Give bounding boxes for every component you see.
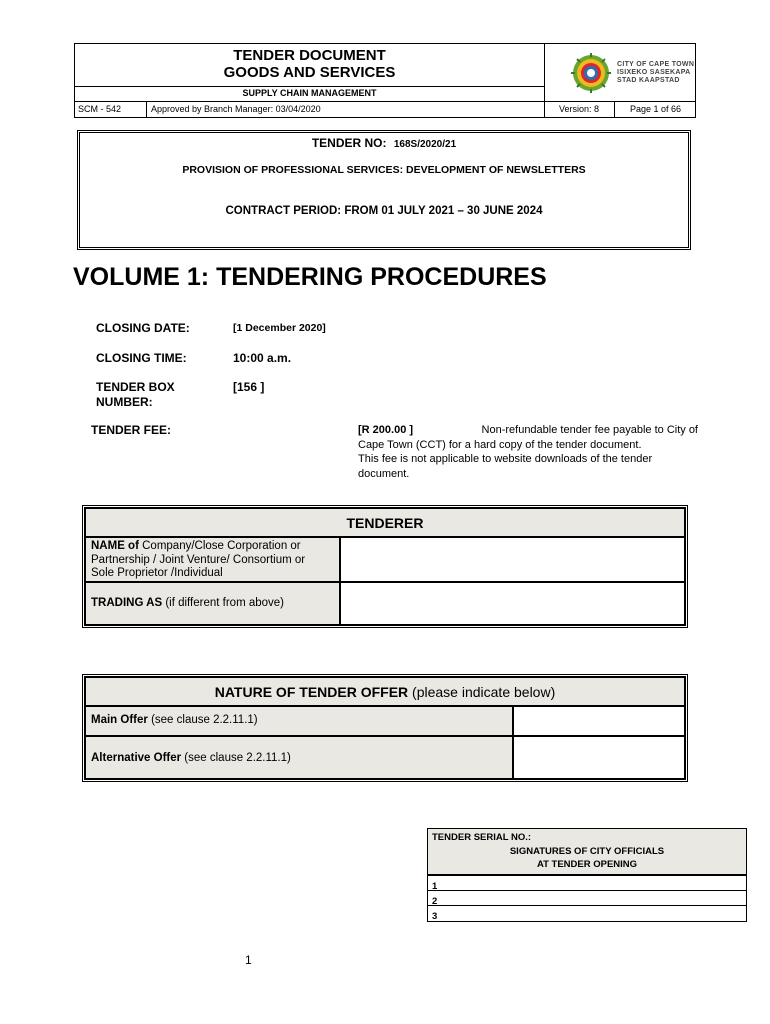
tenderer-name-label xyxy=(86,538,339,583)
closing-time-value: 10:00 a.m. xyxy=(233,351,292,365)
version-text: Version: 8 xyxy=(558,104,600,114)
tender-box-label-1: TENDER BOX xyxy=(96,380,175,394)
tender-number-line xyxy=(77,136,691,150)
tender-box-label-2: NUMBER: xyxy=(96,395,153,409)
signatures-line-1: SIGNATURES OF CITY OFFICIALS xyxy=(509,846,665,857)
page-count-text: Page 1 of 66 xyxy=(629,104,682,114)
alternative-offer-label xyxy=(86,737,512,764)
approval-text: Approved by Branch Manager: 03/04/2020 xyxy=(151,104,321,114)
logo-text-3: STAD KAAPSTAD xyxy=(617,77,680,84)
nature-heading-bold: NATURE OF TENDER OFFER xyxy=(214,684,409,700)
main-offer-label-cell xyxy=(85,706,513,736)
closing-time-label: CLOSING TIME: xyxy=(96,351,187,365)
header-title-line2: GOODS AND SERVICES xyxy=(223,64,396,81)
main-offer-checkbox[interactable] xyxy=(513,706,685,736)
header-title-line1: TENDER DOCUMENT xyxy=(233,47,386,64)
tender-fee-label: TENDER FEE: xyxy=(91,423,172,437)
tender-box-value: [156 ] xyxy=(233,380,265,394)
alternative-offer-rest: (see clause 2.2.11.1) xyxy=(181,752,291,764)
tender-description: PROVISION OF PROFESSIONAL SERVICES: DEVELOPMENT OF NEWSLETTERS xyxy=(182,164,586,176)
alternative-offer-bold: Alternative Offer xyxy=(91,752,182,764)
tenderer-name-line-3: Sole Proprietor /Individual xyxy=(91,567,223,579)
tenderer-name-rest-1: Company/Close Corporation or xyxy=(138,540,301,552)
tender-fee-desc-1: Non-refundable tender fee payable to City of xyxy=(481,424,698,436)
tender-fee-desc-3: This fee is not applicable to website downloads of the tender xyxy=(358,453,653,465)
tender-fee-line-1 xyxy=(358,423,698,438)
tender-number-label: TENDER NO: xyxy=(311,136,387,150)
signature-row[interactable] xyxy=(427,875,747,891)
tenderer-name-label-cell xyxy=(85,537,340,582)
tender-number: 168S/2020/21 xyxy=(393,139,457,150)
main-offer-bold: Main Offer xyxy=(91,714,148,726)
alternative-offer-label-cell xyxy=(85,736,513,779)
trading-as-field[interactable] xyxy=(340,582,685,625)
nature-heading xyxy=(86,684,684,700)
nature-heading-rest: (please indicate below) xyxy=(408,684,556,700)
volume-title: VOLUME 1: TENDERING PROCEDURES xyxy=(73,263,547,291)
tender-fee-desc-2: Cape Town (CCT) for a hard copy of the tender document. xyxy=(358,438,642,451)
serial-heading-cell xyxy=(427,828,747,875)
doc-code: SCM - 542 xyxy=(78,104,122,114)
city-logo xyxy=(571,53,611,93)
closing-date-value: [1 December 2020] xyxy=(233,322,326,334)
tenderer-heading: TENDERER xyxy=(346,515,424,531)
closing-date-label: CLOSING DATE: xyxy=(96,321,190,335)
tender-fee-desc-4: document. xyxy=(358,467,410,480)
tenderer-name-bold: NAME of xyxy=(91,540,139,552)
signature-row-number: 1 xyxy=(432,881,438,892)
header-row-divider-1 xyxy=(146,101,147,118)
header-subtitle: SUPPLY CHAIN MANAGEMENT xyxy=(242,88,377,98)
logo-text-2: ISIXEKO SASEKAPA xyxy=(617,69,691,76)
signature-row-number: 2 xyxy=(432,896,438,907)
nature-heading-cell xyxy=(85,677,685,706)
signature-row[interactable] xyxy=(427,905,747,922)
tenderer-heading-cell xyxy=(85,508,685,537)
trading-as-label xyxy=(86,583,339,609)
trading-as-bold: TRADING AS xyxy=(91,597,163,609)
city-emblem-icon xyxy=(571,53,611,93)
main-offer-label xyxy=(86,707,512,726)
tenderer-name-line-2: Partnership / Joint Venture/ Consortium or xyxy=(91,553,306,566)
signature-row-number: 3 xyxy=(432,911,438,922)
signature-row[interactable] xyxy=(427,890,747,906)
page-number: 1 xyxy=(245,953,252,967)
serial-label: TENDER SERIAL NO.: xyxy=(432,832,532,843)
alternative-offer-checkbox[interactable] xyxy=(513,736,685,779)
tenderer-name-field[interactable] xyxy=(340,537,685,582)
header-rule xyxy=(74,86,545,87)
trading-as-rest: (if different from above) xyxy=(162,597,285,609)
tender-fee-text xyxy=(358,423,698,481)
main-offer-rest: (see clause 2.2.11.1) xyxy=(147,714,258,726)
signatures-line-2: AT TENDER OPENING xyxy=(536,859,638,870)
tenderer-name-line-1 xyxy=(91,540,334,554)
contract-period: CONTRACT PERIOD: FROM 01 JULY 2021 – 30 JUNE 2024 xyxy=(225,205,543,217)
logo-text-1: CITY OF CAPE TOWN xyxy=(617,61,695,68)
tender-fee-amount: [R 200.00 ] xyxy=(358,424,414,436)
trading-as-label-cell xyxy=(85,582,340,625)
header-rule-bottom xyxy=(74,101,696,102)
